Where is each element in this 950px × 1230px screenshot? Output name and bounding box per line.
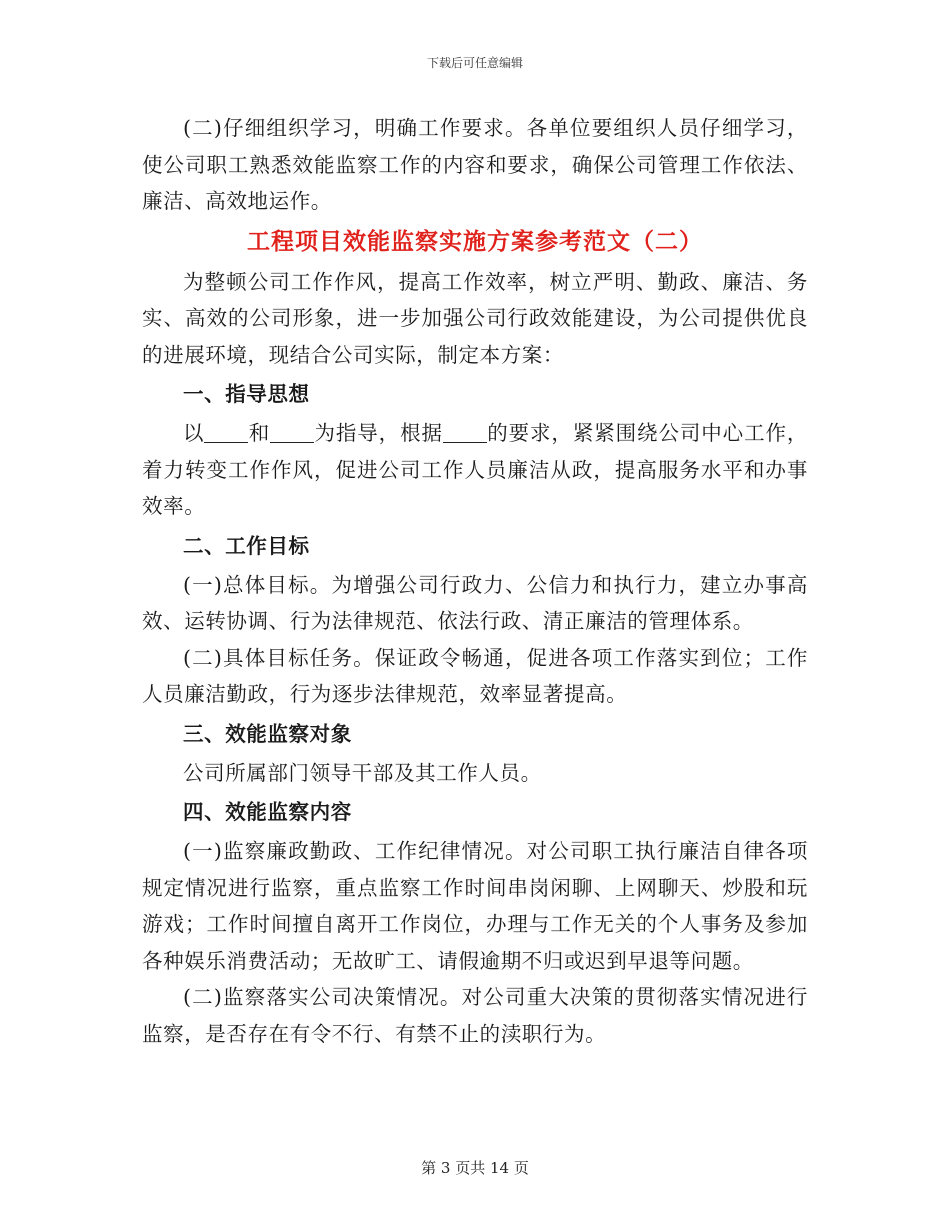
blank-line	[443, 422, 487, 444]
intro-paragraph: (二)仔细组织学习，明确工作要求。各单位要组织人员仔细学习，使公司职工熟悉效能监察工作的内容和要求，确保公司管理工作依法、廉洁、高效地运作。	[142, 116, 808, 213]
section-heading-objects: 三、效能监察对象	[183, 721, 352, 746]
page-footer: 第 3 页共 14 页	[421, 1159, 529, 1177]
section-heading-guiding: 一、指导思想	[183, 382, 310, 406]
goals-paragraph-2: (二)具体目标任务。保证政令畅通，促进各项工作落实到位；工作人员廉洁勤政，行为逐步法律规范，效率显著提高。	[142, 645, 808, 706]
section-heading-goals: 二、工作目标	[183, 533, 310, 558]
content-paragraph-2: (二)监察落实公司决策情况。对公司重大决策的贯彻落实情况进行监察，是否存在有令不行、有禁不止的渎职行为。	[142, 985, 808, 1046]
goals-paragraph-1: (一)总体目标。为增强公司行政力、公信力和执行力，建立办事高效、运转协调、行为法律规范、依法行政、清正廉洁的管理体系。	[142, 572, 808, 633]
guiding-paragraph	[142, 415, 808, 525]
objects-paragraph: 公司所属部门领导干部及其工作人员。	[183, 760, 542, 785]
document-body	[142, 110, 808, 1052]
guiding-text-b: 和	[248, 421, 271, 445]
page-header: 下载后可任意编辑	[426, 56, 523, 70]
guiding-text-d: 的要求，紧紧围绕公司中心工作，着力转变工作作风，促进公司工作人员廉洁从政，提高服务水平和办事效率。	[142, 421, 808, 518]
guiding-text-a: 以	[183, 421, 205, 445]
document-title: 工程项目效能监察实施方案参考范文（二）	[247, 228, 703, 255]
section-heading-content: 四、效能监察内容	[183, 800, 352, 824]
content-paragraph-1: (一)监察廉政勤政、工作纪律情况。对公司职工执行廉洁自律各项规定情况进行监察，重点监察工作时间串岗闲聊、上网聊天、炒股和玩游戏；工作时间擅自离开工作岗位，办理与工作无关的个人事务及参加各种娱乐消费活动；无故旷工、请假逾期不归或迟到早退等问题。	[142, 839, 808, 973]
opening-paragraph: 为整顿公司工作作风，提高工作效率，树立严明、勤政、廉洁、务实、高效的公司形象，进一步加强公司行政效能建设，为公司提供优良的进展环境，现结合公司实际，制定本方案：	[142, 269, 808, 367]
guiding-text-c: 为指导，根据	[314, 421, 443, 445]
blank-line	[204, 422, 248, 444]
blank-line	[270, 422, 314, 444]
